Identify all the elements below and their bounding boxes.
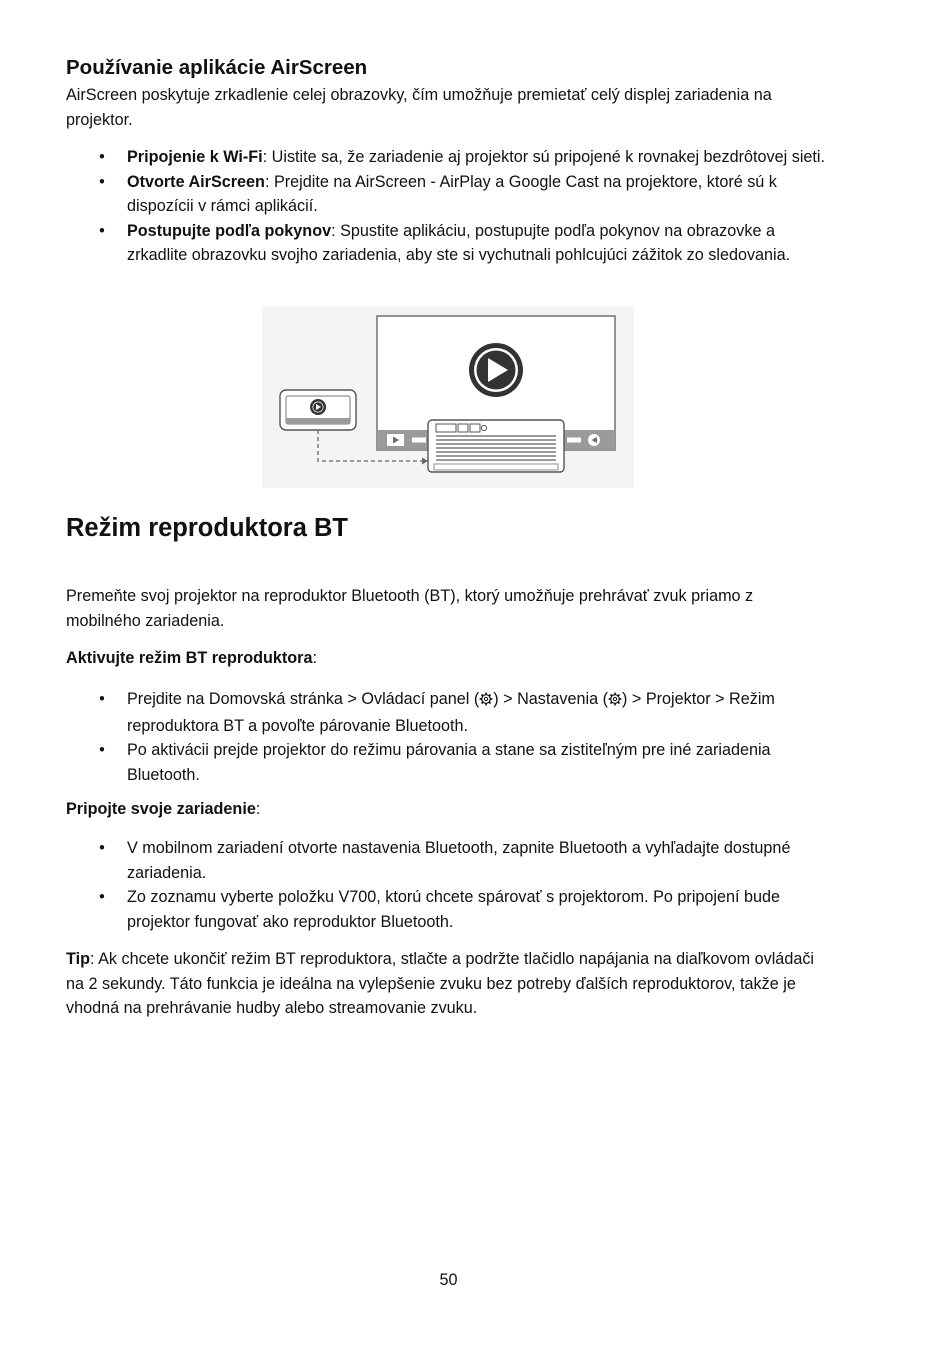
projector-device-icon bbox=[428, 420, 564, 472]
activate-steps-list bbox=[66, 687, 836, 787]
connect-steps-list bbox=[66, 836, 836, 934]
gear-icon bbox=[479, 689, 493, 714]
step-title: Otvorte AirScreen bbox=[127, 172, 265, 191]
section-heading-airscreen: Používanie aplikácie AirScreen bbox=[66, 56, 368, 79]
bullet-marker: • bbox=[99, 148, 105, 166]
connect-colon: : bbox=[255, 800, 261, 818]
step-text: : Uistite sa, že zariadenie aj projektor sú pripojené k rovnakej bezdrôtovej sieti. bbox=[262, 148, 826, 166]
step-text: : Spustite aplikáciu, postupujte podľa pokynov na obrazovke a zrkadlite obrazovku svojho zariadenia, aby ste si vychutnali pohlcujúci zážitok zo sledovania. bbox=[127, 221, 791, 264]
tip-label: Tip bbox=[66, 950, 90, 968]
list-item bbox=[66, 219, 836, 268]
list-item bbox=[66, 170, 836, 219]
step-text-b: ) > Nastavenia ( bbox=[493, 690, 608, 708]
bullet-marker: • bbox=[99, 839, 105, 857]
step-text: Po aktivácii prejde projektor do režimu párovania a stane sa zistiteľným pre iné zariadenia Bluetooth. bbox=[127, 741, 771, 784]
connect-label: Pripojte svoje zariadenie bbox=[66, 800, 256, 818]
activate-heading bbox=[66, 646, 826, 671]
bullet-marker: • bbox=[99, 690, 105, 708]
phone-device-icon bbox=[280, 390, 356, 430]
bullet-marker: • bbox=[99, 888, 105, 906]
step-text-c: ) > Projektor > Režim reproduktora BT a povoľte párovanie Bluetooth. bbox=[127, 690, 775, 735]
airscreen-steps-list bbox=[66, 145, 836, 268]
step-text-a: Prejdite na Domovská stránka > Ovládací panel ( bbox=[127, 690, 480, 708]
tip-paragraph bbox=[66, 947, 826, 1021]
bullet-marker: • bbox=[99, 172, 105, 191]
list-item bbox=[66, 687, 836, 738]
screen-mirroring-illustration bbox=[262, 306, 634, 488]
step-title: Pripojenie k Wi-Fi bbox=[127, 148, 263, 166]
list-item bbox=[66, 836, 836, 885]
tip-text: : Ak chcete ukončiť režim BT reproduktora, stlačte a podržte tlačidlo napájania na diaľkovom ovládači na 2 sekundy. Táto funkcia je ideálna na vylepšenie zvuku bez potreby ďalších reproduktorov, takže je vhodná na prehrávanie hudby alebo streamovanie zvuku. bbox=[66, 950, 815, 1017]
gear-icon bbox=[608, 689, 622, 714]
step-text: Zo zoznamu vyberte položku V700, ktorú chcete spárovať s projektorom. Po pripojení bude projektor fungovať ako reproduktor Bluetooth. bbox=[127, 888, 781, 931]
page-number: 50 bbox=[439, 1271, 458, 1289]
bullet-marker: • bbox=[99, 741, 105, 759]
bullet-marker: • bbox=[99, 221, 105, 240]
section-heading-bt-speaker: Režim reproduktora BT bbox=[66, 514, 348, 542]
step-title: Postupujte podľa pokynov bbox=[127, 221, 332, 240]
connect-heading bbox=[66, 797, 826, 822]
step-text: V mobilnom zariadení otvorte nastavenia Bluetooth, zapnite Bluetooth a vyhľadajte dostupné zariadenia. bbox=[127, 839, 791, 882]
airscreen-intro: AirScreen poskytuje zrkadlenie celej obrazovky, čím umožňuje premietať celý displej zariadenia na projektor. bbox=[66, 86, 772, 129]
list-item bbox=[66, 885, 836, 934]
step-text: : Prejdite na AirScreen - AirPlay a Google Cast na projektore, ktoré sú k dispozícii v rámci aplikácií. bbox=[127, 172, 777, 215]
activate-label: Aktivujte režim BT reproduktora bbox=[66, 649, 313, 667]
list-item bbox=[66, 145, 836, 170]
list-item bbox=[66, 738, 836, 787]
bt-speaker-intro: Premeňte svoj projektor na reproduktor Bluetooth (BT), ktorý umožňuje prehrávať zvuk priamo z mobilného zariadenia. bbox=[66, 587, 754, 630]
activate-colon: : bbox=[312, 649, 317, 667]
